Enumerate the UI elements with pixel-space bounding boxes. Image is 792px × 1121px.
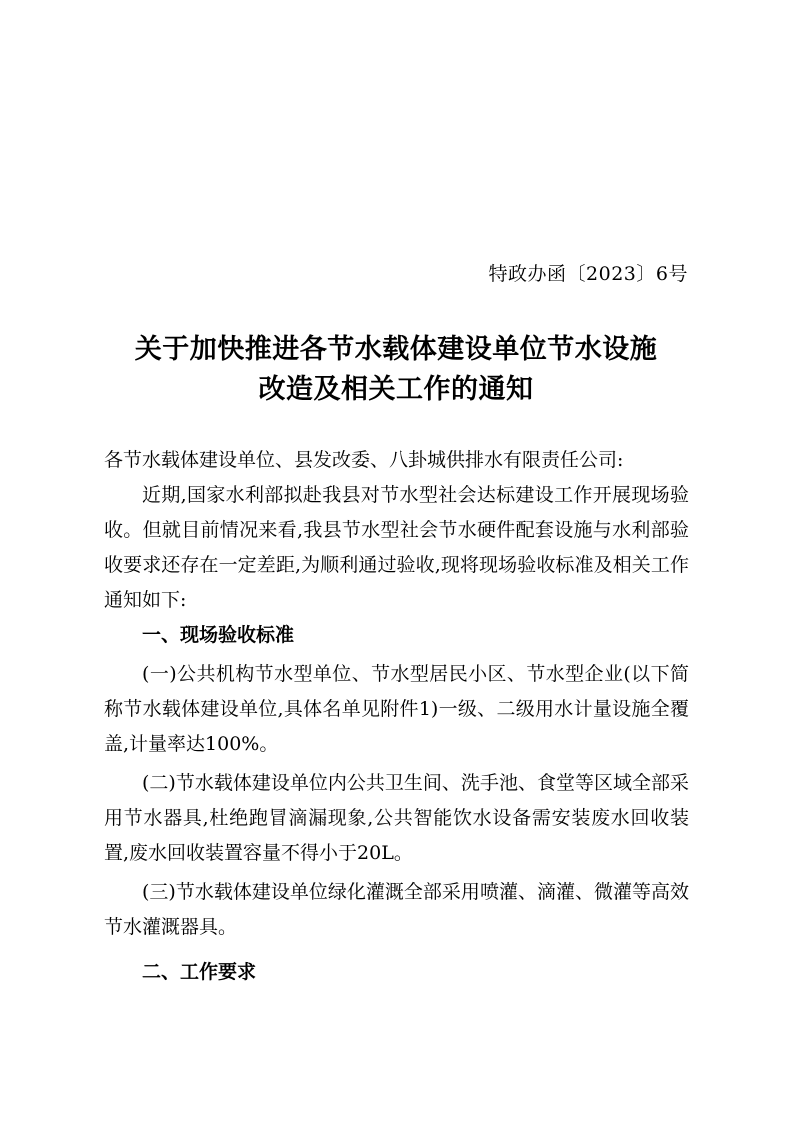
salutation: 各节水载体建设单位、县发改委、八卦城供排水有限责任公司: <box>104 449 624 471</box>
title-line-2: 改造及相关工作的通知 <box>258 374 534 405</box>
title-line-1: 关于加快推进各节水载体建设单位节水设施 <box>134 334 658 365</box>
document-title <box>90 330 702 410</box>
document-number: 特政办函〔2023〕6号 <box>488 263 688 285</box>
section-heading-2: 二、工作要求 <box>142 961 257 983</box>
section1-item-1: (一)公共机构节水型单位、节水型居民小区、节水型企业(以下简称节水载体建设单位,具体名单见附件1)一级、二级用水计量设施全覆盖,计量率达100%。 <box>104 663 689 755</box>
section1-item-3: (三)节水载体建设单位绿化灌溉全部采用喷灌、滴灌、微灌等高效节水灌溉器具。 <box>104 881 689 938</box>
section-heading-1: 一、现场验收标准 <box>142 624 295 646</box>
section1-item-2: (二)节水载体建设单位内公共卫生间、洗手池、食堂等区域全部采用节水器具,杜绝跑冒滴漏现象,公共智能饮水设备需安装废水回收装置,废水回收装置容量不得小于20L。 <box>104 772 689 864</box>
intro-paragraph: 近期,国家水利部拟赴我县对节水型社会达标建设工作开展现场验收。但就目前情况来看,我县节水型社会节水硬件配套设施与水利部验收要求还存在一定差距,为顺利通过验收,现将现场验收标准及相关工作通知如下: <box>104 484 689 611</box>
document-body <box>104 443 689 990</box>
